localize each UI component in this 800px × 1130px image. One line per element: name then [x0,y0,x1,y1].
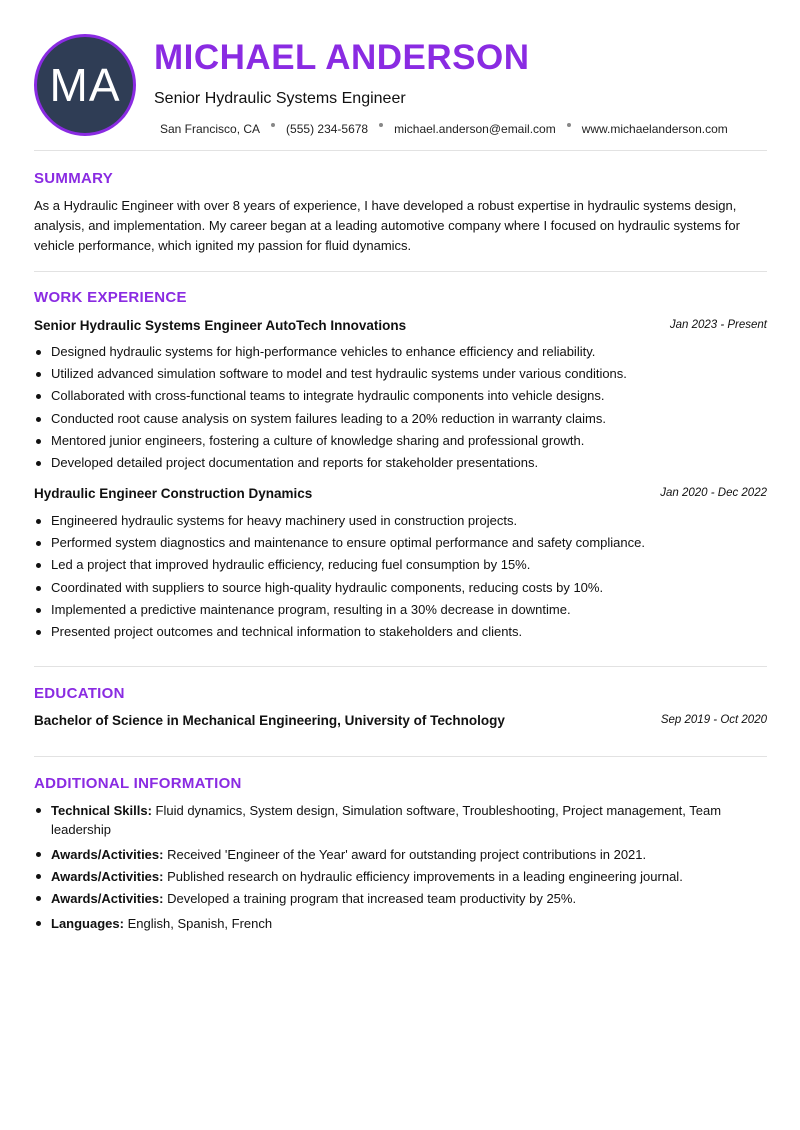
contact-bar [160,122,728,136]
list-item: Performed system diagnostics and maintenance to ensure optimal performance and safety compliance. [34,534,767,552]
education-dates: Sep 2019 - Oct 2020 [660,714,767,726]
additional-list [34,801,767,939]
job-header [34,486,767,504]
divider [34,756,767,757]
list-item: Conducted root cause analysis on system failures leading to a 20% reduction in warranty claims. [34,410,767,428]
list-item: Engineered hydraulic systems for heavy machinery used in construction projects. [34,512,767,530]
job-title: Hydraulic Engineer Construction Dynamics [34,486,313,501]
section-title-summary: SUMMARY [34,170,114,187]
job-dates: Jan 2023 - Present [669,319,767,331]
degree: Bachelor of Science in Mechanical Engineering, University of Technology [34,713,505,728]
item-label: Awards/Activities: [51,891,164,906]
contact-location: San Francisco, CA [160,122,261,136]
list-item: Coordinated with suppliers to source high-quality hydraulic components, reducing costs by 10%. [34,579,767,597]
separator-dot [271,123,275,127]
item-text: Developed a training program that increased team productivity by 25%. [163,891,577,906]
education-row [34,713,767,731]
avatar: MA [34,34,136,136]
section-title-experience: WORK EXPERIENCE [34,289,187,306]
list-item: Led a project that improved hydraulic efficiency, reducing fuel consumption by 15%. [34,556,767,574]
divider [34,666,767,667]
list-item: Utilized advanced simulation software to model and test hydraulic systems under various conditions. [34,365,767,383]
item-text: Fluid dynamics, System design, Simulation software, Troubleshooting, Project management, Team leadership [51,803,722,837]
item-label: Awards/Activities: [51,847,164,862]
job-dates: Jan 2020 - Dec 2022 [660,487,767,499]
divider [34,150,767,151]
job-bullets [34,343,767,476]
item-label: Awards/Activities: [51,869,164,884]
list-item [34,889,767,908]
candidate-role: Senior Hydraulic Systems Engineer [154,90,406,107]
item-text: Received 'Engineer of the Year' award for outstanding project contributions in 2021. [163,847,647,862]
list-item: Implemented a predictive maintenance program, resulting in a 30% decrease in downtime. [34,601,767,619]
list-item: Collaborated with cross-functional teams to integrate hydraulic components into vehicle designs. [34,387,767,405]
list-item: Presented project outcomes and technical information to stakeholders and clients. [34,623,767,641]
item-text: English, Spanish, French [123,916,273,931]
item-label: Technical Skills: [51,803,152,818]
list-item: Designed hydraulic systems for high-performance vehicles to enhance efficiency and reliability. [34,343,767,361]
divider [34,271,767,272]
list-item [34,845,767,864]
candidate-name: MICHAEL ANDERSON [154,38,530,77]
job-bullets [34,512,767,645]
separator-dot [567,123,571,127]
contact-email[interactable]: michael.anderson@email.com [394,122,556,136]
contact-phone: (555) 234-5678 [286,122,369,136]
item-label: Languages: [51,916,124,931]
section-title-additional: ADDITIONAL INFORMATION [34,775,242,792]
section-title-education: EDUCATION [34,685,125,702]
summary-text: As a Hydraulic Engineer with over 8 years of experience, I have developed a robust expertise in hydraulic systems design, analysis, and implementation. My career began at a leading automotive company where I focused on hydraulic systems for vehicle performance, which ignited my passion for fluid dynamics. [34,198,740,253]
list-item: Mentored junior engineers, fostering a culture of knowledge sharing and professional growth. [34,432,767,450]
separator-dot [379,123,383,127]
job-title: Senior Hydraulic Systems Engineer AutoTech Innovations [34,318,407,333]
job-header [34,318,767,336]
contact-website[interactable]: www.michaelanderson.com [581,122,728,136]
list-item [34,914,767,933]
list-item: Developed detailed project documentation and reports for stakeholder presentations. [34,454,767,472]
list-item [34,801,767,839]
list-item [34,867,767,886]
resume-header [34,34,767,138]
item-text: Published research on hydraulic efficiency improvements in a leading engineering journal. [163,869,683,884]
